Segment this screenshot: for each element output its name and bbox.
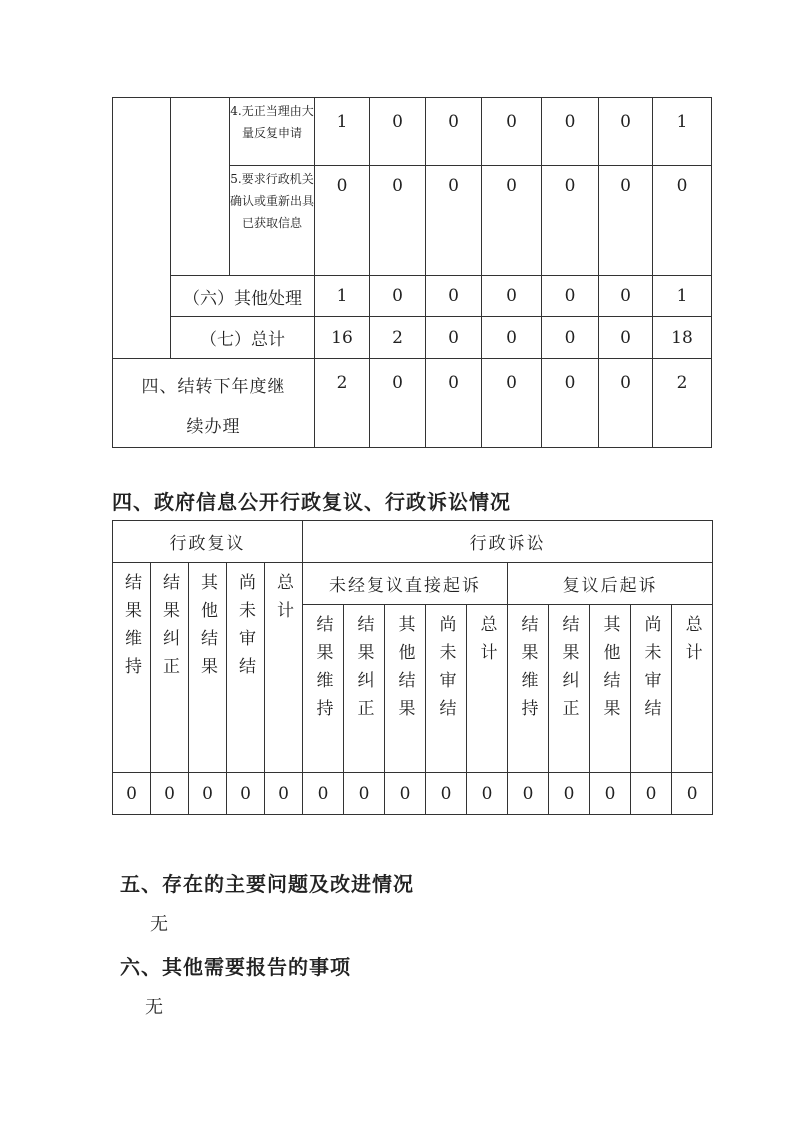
col-header-result-corrected: 结果纠正 bbox=[159, 573, 179, 685]
table-cell: 0 bbox=[599, 317, 653, 359]
col-header-other-result: 其他结果 bbox=[599, 615, 620, 727]
col-header-result-upheld: 结果维持 bbox=[121, 573, 141, 685]
table-cell: 0 bbox=[672, 773, 713, 815]
table-cell: 1 bbox=[653, 276, 712, 317]
table-cell: 0 bbox=[227, 773, 265, 815]
table-cell: 0 bbox=[599, 166, 653, 276]
table-cell: 0 bbox=[653, 166, 712, 276]
section-5-title: 五、存在的主要问题及改进情况 bbox=[120, 872, 414, 896]
table-cell: 0 bbox=[542, 317, 599, 359]
table-cell: 0 bbox=[599, 359, 653, 448]
table-cell: 1 bbox=[315, 98, 370, 166]
header-administrative-litigation: 行政诉讼 bbox=[303, 521, 713, 563]
table-cell: 0 bbox=[370, 166, 426, 276]
col-header-total: 总计 bbox=[476, 615, 497, 671]
table-cell: 0 bbox=[426, 166, 482, 276]
row-label: 4.无正当理由大量反复申请 bbox=[230, 98, 315, 166]
merged-subcategory-cell bbox=[171, 98, 230, 276]
table-cell: 0 bbox=[467, 773, 508, 815]
table-cell: 0 bbox=[370, 98, 426, 166]
table-cell: 0 bbox=[265, 773, 303, 815]
table-cell: 0 bbox=[426, 276, 482, 317]
table-cell: 0 bbox=[151, 773, 189, 815]
table-cell: 0 bbox=[426, 317, 482, 359]
table-cell: 0 bbox=[482, 276, 542, 317]
col-header-pending: 尚未审结 bbox=[435, 615, 456, 727]
review-litigation-table bbox=[112, 520, 713, 815]
col-header-other-result: 其他结果 bbox=[394, 615, 415, 727]
table-cell: 0 bbox=[549, 773, 590, 815]
table-cell: 0 bbox=[385, 773, 426, 815]
table-cell: 0 bbox=[344, 773, 385, 815]
table-cell: 1 bbox=[653, 98, 712, 166]
col-header-result-upheld: 结果维持 bbox=[312, 615, 333, 727]
table-cell: 0 bbox=[599, 98, 653, 166]
header-litigation-after-review: 复议后起诉 bbox=[508, 563, 713, 605]
table-cell: 0 bbox=[482, 98, 542, 166]
table-cell: 0 bbox=[370, 276, 426, 317]
col-header-total: 总计 bbox=[273, 573, 294, 629]
table-cell: 1 bbox=[315, 276, 370, 317]
table-cell: 0 bbox=[315, 166, 370, 276]
table-cell: 0 bbox=[426, 359, 482, 448]
section-4-title: 四、政府信息公开行政复议、行政诉讼情况 bbox=[112, 490, 511, 514]
table-cell: 0 bbox=[590, 773, 631, 815]
table-cell: 2 bbox=[315, 359, 370, 448]
table-cell: 18 bbox=[653, 317, 712, 359]
table-cell: 0 bbox=[599, 276, 653, 317]
table-cell: 0 bbox=[542, 166, 599, 276]
table-cell: 0 bbox=[113, 773, 151, 815]
table-cell: 0 bbox=[482, 359, 542, 448]
row-label: （六）其他处理 bbox=[171, 276, 315, 317]
row-label: 5.要求行政机关确认或重新出具已获取信息 bbox=[230, 166, 315, 276]
section-6-title: 六、其他需要报告的事项 bbox=[120, 955, 351, 979]
table-cell: 0 bbox=[542, 359, 599, 448]
header-administrative-review: 行政复议 bbox=[113, 521, 303, 563]
statistics-table-continued bbox=[112, 97, 712, 448]
row-label: 四、结转下年度继续办理 bbox=[113, 359, 315, 448]
col-header-result-corrected: 结果纠正 bbox=[353, 615, 374, 727]
table-cell: 0 bbox=[542, 98, 599, 166]
table-cell: 0 bbox=[482, 166, 542, 276]
table-cell: 0 bbox=[189, 773, 227, 815]
section-5-content: 无 bbox=[150, 914, 168, 935]
col-header-total: 总计 bbox=[681, 615, 702, 671]
merged-category-cell bbox=[113, 98, 171, 359]
table-cell: 0 bbox=[542, 276, 599, 317]
col-header-result-corrected: 结果纠正 bbox=[558, 615, 579, 727]
table-cell: 0 bbox=[631, 773, 672, 815]
col-header-result-upheld: 结果维持 bbox=[517, 615, 538, 727]
col-header-other-result: 其他结果 bbox=[197, 573, 217, 685]
table-cell: 0 bbox=[508, 773, 549, 815]
row-label: （七）总计 bbox=[171, 317, 315, 359]
table-cell: 0 bbox=[426, 773, 467, 815]
col-header-pending: 尚未审结 bbox=[640, 615, 661, 727]
table-cell: 2 bbox=[653, 359, 712, 448]
section-6-content: 无 bbox=[145, 997, 163, 1018]
table-cell: 16 bbox=[315, 317, 370, 359]
table-cell: 0 bbox=[482, 317, 542, 359]
table-cell: 2 bbox=[370, 317, 426, 359]
table-cell: 0 bbox=[426, 98, 482, 166]
table-cell: 0 bbox=[303, 773, 344, 815]
header-direct-litigation: 未经复议直接起诉 bbox=[303, 563, 508, 605]
col-header-pending: 尚未审结 bbox=[235, 573, 255, 685]
table-cell: 0 bbox=[370, 359, 426, 448]
